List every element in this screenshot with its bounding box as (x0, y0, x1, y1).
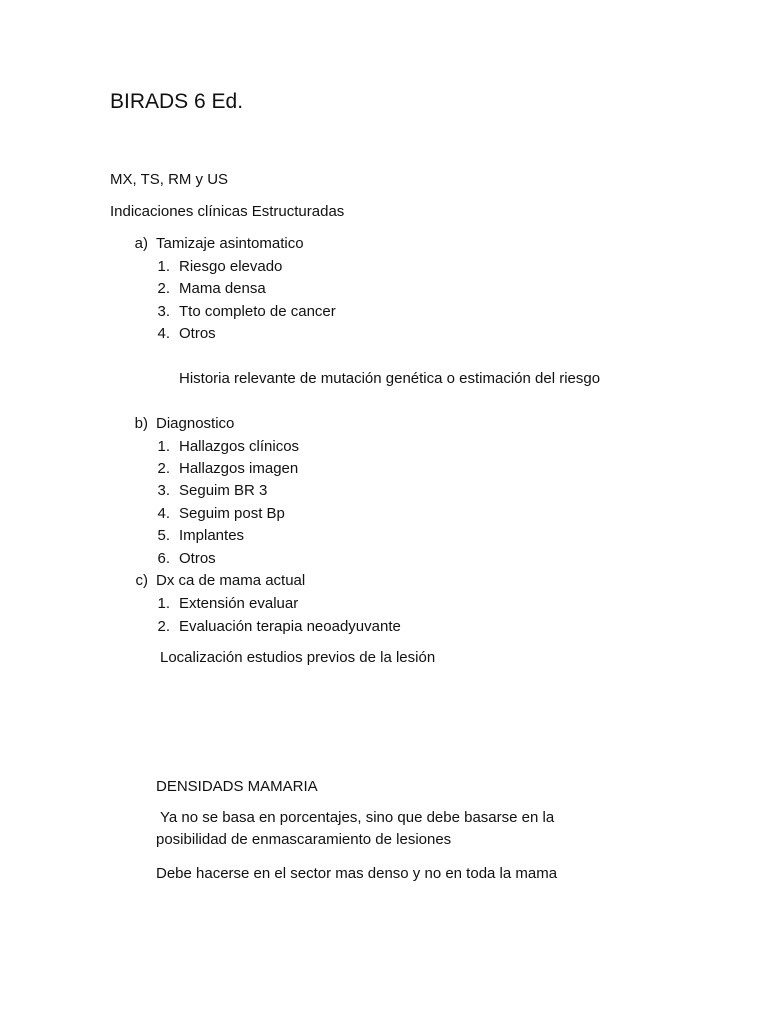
section-a-item-1: Riesgo elevado (179, 258, 283, 275)
section-b-item-4: Seguim post Bp (179, 505, 285, 522)
section-c-item-1-number: 1. (157, 595, 170, 612)
section-b-item-6: Otros (179, 550, 216, 567)
density-paragraph-2: Debe hacerse en el sector mas denso y no en toda la mama (156, 865, 558, 882)
section-a-item-3: Tto completo de cancer (179, 303, 336, 320)
density-heading: DENSIDADS MAMARIA (156, 778, 318, 795)
section-a-item-2: Mama densa (179, 280, 266, 297)
section-a-note: Historia relevante de mutación genética o estimación del riesgo (179, 370, 601, 387)
section-b-label: Diagnostico (156, 415, 235, 432)
section-c-item-2: Evaluación terapia neoadyuvante (179, 618, 401, 635)
section-b-item-3-number: 3. (157, 482, 170, 499)
localization-note: Localización estudios previos de la lesión (160, 649, 436, 666)
section-a-item-4-number: 4. (157, 325, 170, 342)
section-b-item-1: Hallazgos clínicos (179, 438, 300, 455)
section-c-item-2-number: 2. (157, 618, 170, 635)
section-b-item-5-number: 5. (157, 527, 170, 544)
section-b-item-5: Implantes (179, 527, 245, 544)
section-a-item-4: Otros (179, 325, 216, 342)
modalities-line: MX, TS, RM y US (110, 171, 229, 188)
section-a-item-3-number: 3. (157, 303, 170, 320)
section-c-item-1: Extensión evaluar (179, 595, 299, 612)
section-c-marker: c) (135, 572, 148, 589)
section-c-label: Dx ca de mama actual (156, 572, 306, 589)
density-paragraph-1: Ya no se basa en porcentajes, sino que debe basarse en la posibilidad de enmascaramiento de lesiones (156, 809, 555, 848)
indications-heading: Indicaciones clínicas Estructuradas (110, 203, 345, 220)
section-a-label: Tamizaje asintomatico (156, 235, 304, 252)
section-a-item-2-number: 2. (157, 280, 170, 297)
section-b-item-3: Seguim BR 3 (179, 482, 268, 499)
section-b-marker: b) (134, 415, 148, 432)
document-title: BIRADS 6 Ed. (110, 90, 244, 113)
section-b-item-4-number: 4. (157, 505, 170, 522)
section-a-item-1-number: 1. (157, 258, 170, 275)
section-b-item-2: Hallazgos imagen (179, 460, 299, 477)
section-b-item-6-number: 6. (157, 550, 170, 567)
section-b-item-2-number: 2. (157, 460, 170, 477)
section-a-marker: a) (134, 235, 148, 252)
section-b-item-1-number: 1. (157, 438, 170, 455)
